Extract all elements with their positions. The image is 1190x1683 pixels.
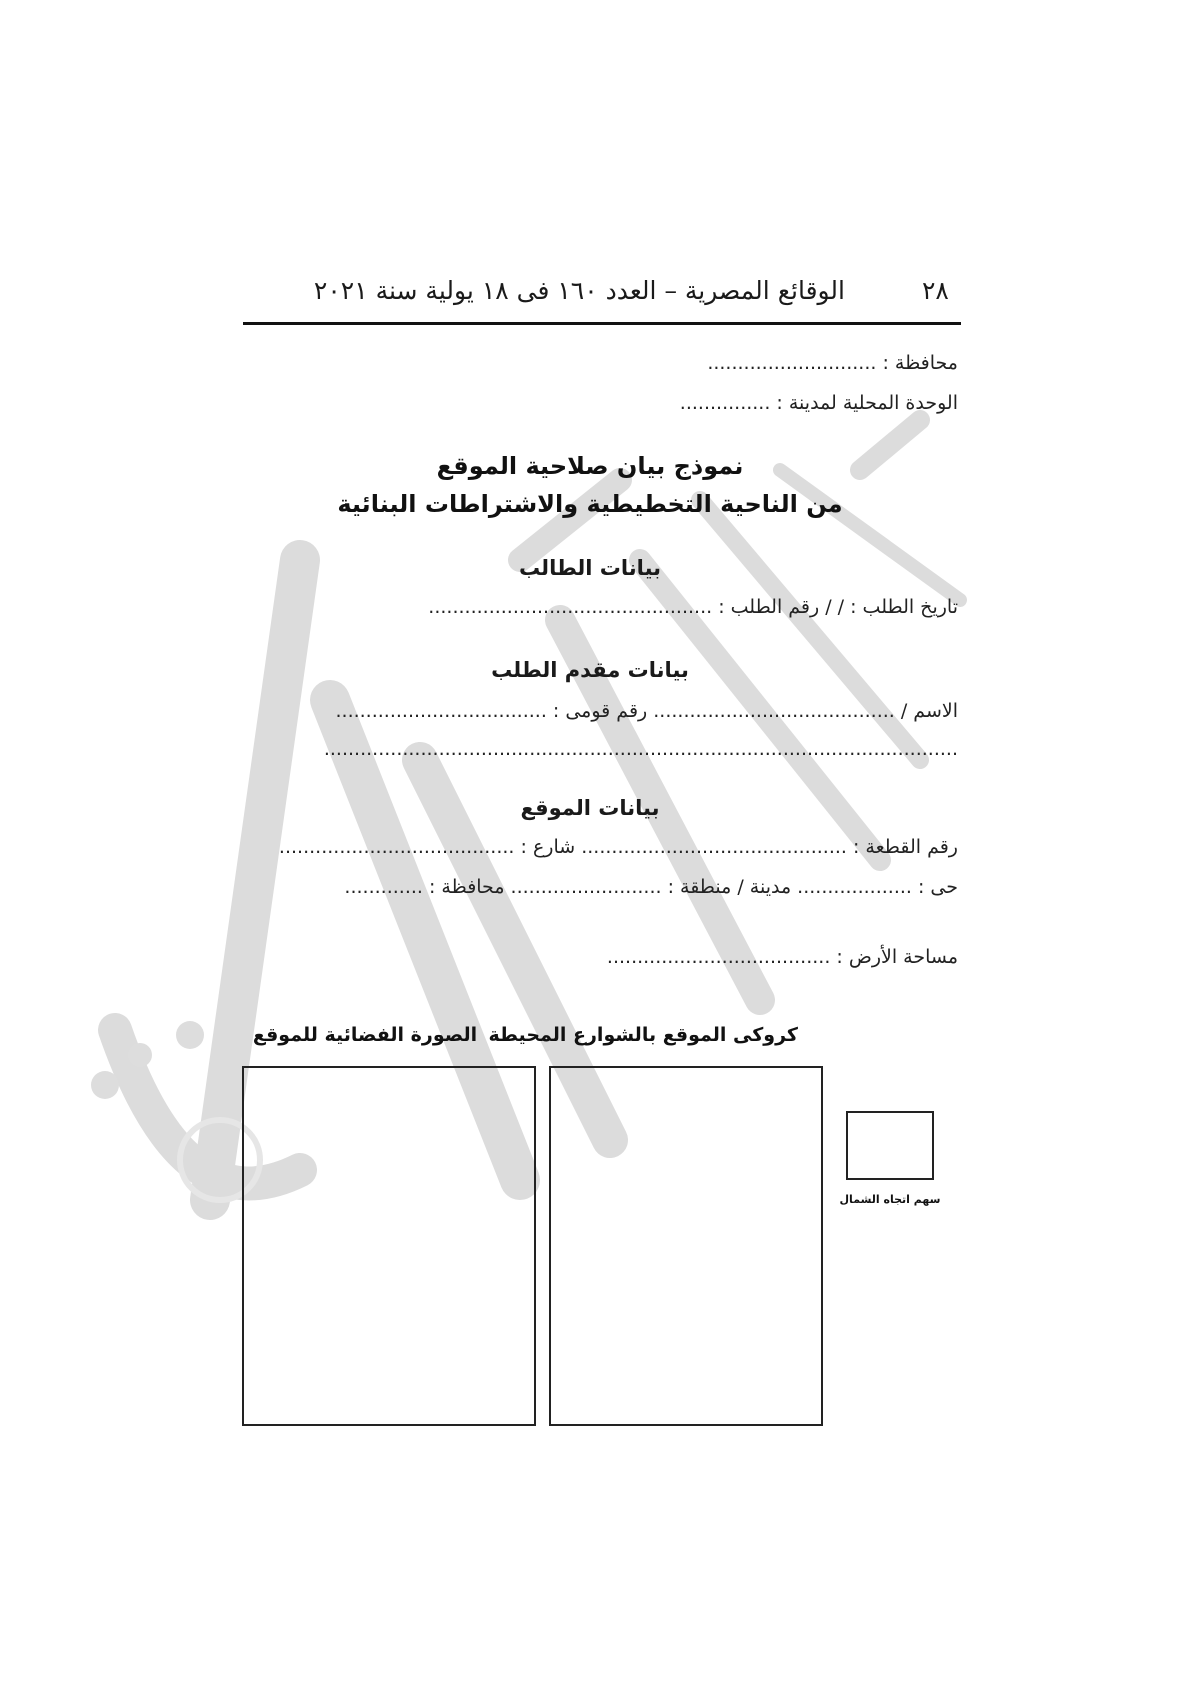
request-date-line: تاريخ الطلب : / / رقم الطلب : ............................................... xyxy=(428,596,958,618)
site-sketch-box xyxy=(549,1066,823,1426)
page-number: ٢٨ xyxy=(922,276,949,305)
local-unit-line: الوحدة المحلية لمدينة : ............... xyxy=(679,392,958,414)
governorate-line: محافظة : ............................ xyxy=(707,352,958,374)
land-area-line: مساحة الأرض : ..................................... xyxy=(606,946,958,968)
north-arrow-label: سهم اتجاه الشمال xyxy=(839,1193,941,1206)
applicant-section-heading: بيانات مقدم الطلب xyxy=(491,658,689,682)
site-section-heading: بيانات الموقع xyxy=(520,796,660,820)
form-subtitle: من الناحية التخطيطية والاشتراطات البنائية xyxy=(337,490,843,518)
satellite-label: الصورة الفضائية للموقع xyxy=(252,1024,478,1046)
district-line: حى : ................... مدينة / منطقة : ......................... محافظة : ............. xyxy=(344,876,958,898)
north-arrow-box xyxy=(846,1111,934,1180)
satellite-image-box xyxy=(242,1066,536,1426)
header-divider xyxy=(243,322,961,325)
applicant-name-line: الاسم / ........................................ رقم قومى : ................................... xyxy=(335,700,958,722)
form-title: نموذج بيان صلاحية الموقع xyxy=(436,452,744,480)
plot-street-line: رقم القطعة : ............................................ شارع : ....................................... xyxy=(278,836,958,858)
sketch-label: كروكى الموقع بالشوارع المحيطة xyxy=(488,1024,798,1046)
request-section-heading: بيانات الطالب xyxy=(518,556,662,580)
publication-header: الوقائع المصرية – العدد ١٦٠ فى ١٨ يولية سنة ٢٠٢١ xyxy=(313,276,845,305)
applicant-continuation-line: ......................................................................................................... xyxy=(323,738,958,760)
